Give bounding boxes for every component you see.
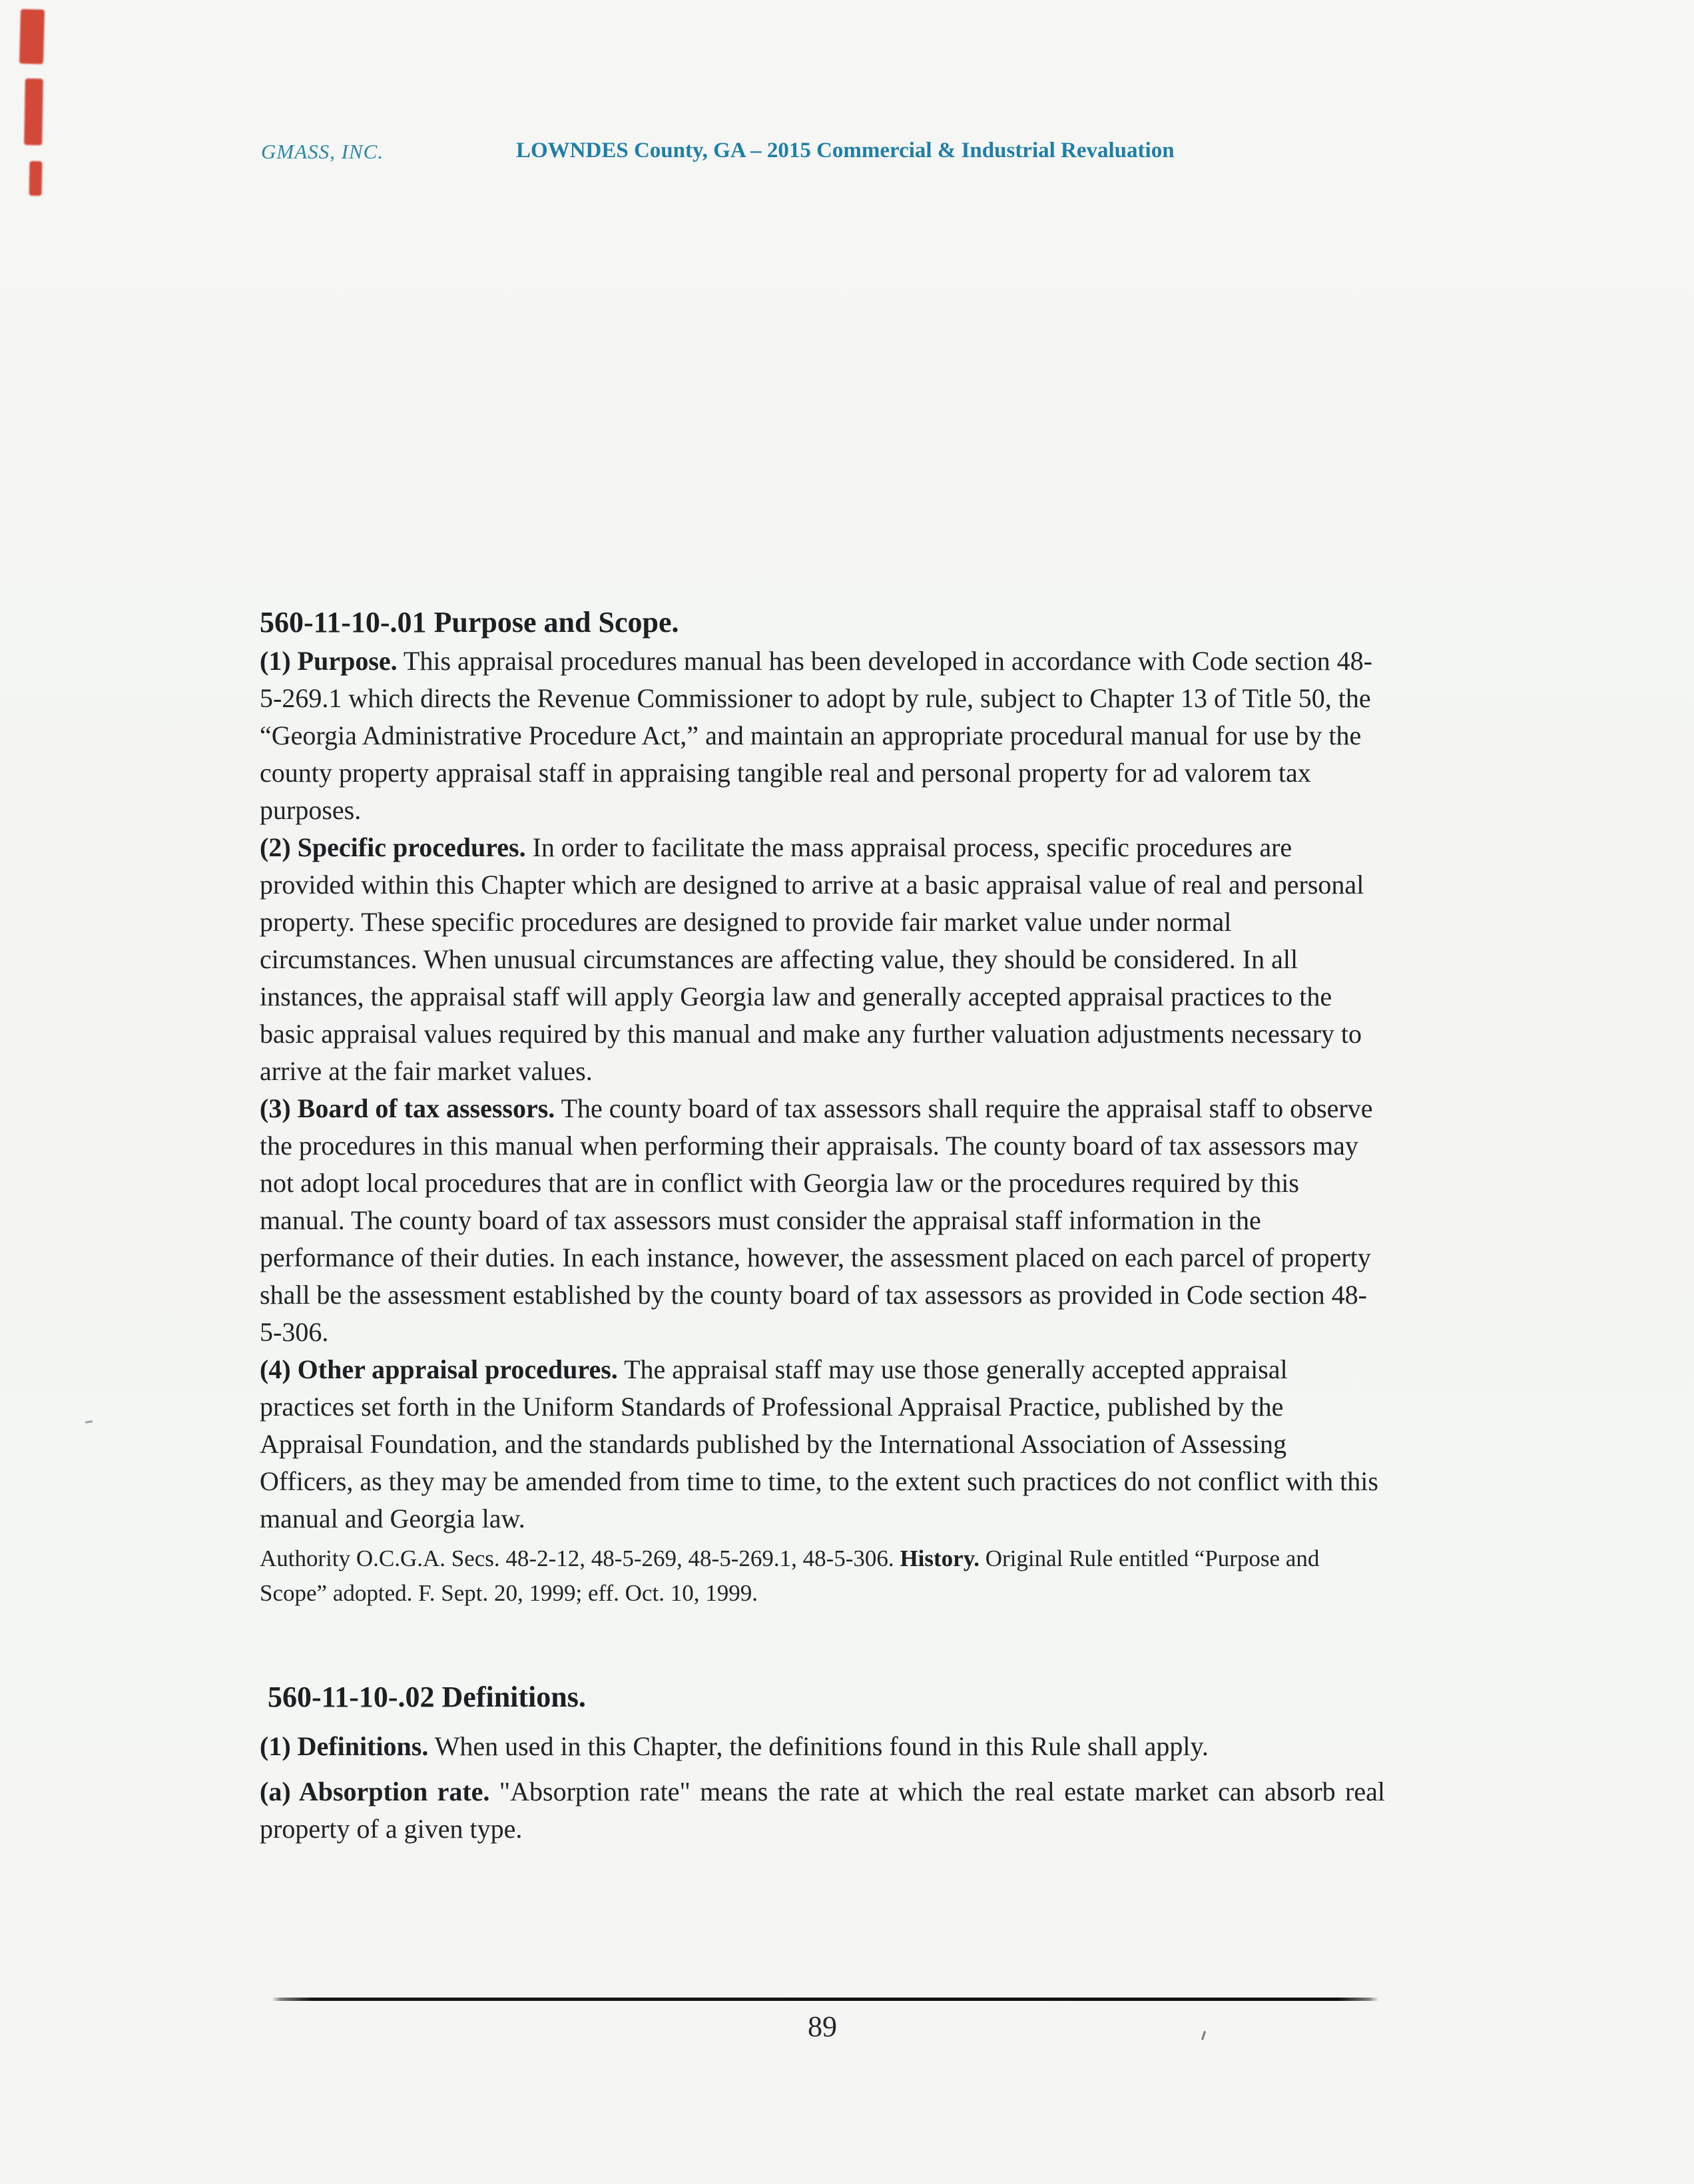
paragraph-specific-procedures-text: In order to facilitate the mass appraisal process, specific procedures are provided within this Chapter which are designed to arrive at a basic appraisal value of real and personal property. These specific procedures are designed to provide fair market value under normal circumstances. When unusual circumstances are affecting value, they should be considered. In all instances, the appraisal staff will apply Georgia law and generally accepted appraisal practices to the basic appraisal values required by this manual and make any further valuation adjustments necessary to arrive at the fair market values.: [260, 832, 1364, 1086]
paragraph-absorption-rate-text: "Absorption rate" means the rate at which the real estate market can absorb real property of a given type.: [260, 1776, 1385, 1844]
paragraph-other-appraisal-procedures: [260, 1351, 1385, 1537]
history-text: Original Rule entitled “Purpose and Scope” adopted. F. Sept. 20, 1999; eff. Oct. 10, 1999.: [260, 1545, 1320, 1606]
paragraph-board-of-tax-assessors-label: (3) Board of tax assessors.: [260, 1093, 555, 1123]
header-document-title: LOWNDES County, GA – 2015 Commercial & Industrial Revaluation: [516, 138, 1175, 162]
red-scan-artifact-3: [29, 161, 43, 196]
authority-history-note: [260, 1541, 1385, 1611]
paragraph-board-of-tax-assessors: [260, 1090, 1385, 1351]
paragraph-specific-procedures: [260, 829, 1385, 1090]
red-scan-artifact-1: [19, 9, 45, 65]
header-company-name: GMASS, INC.: [261, 140, 384, 163]
pencil-dash-artifact: [85, 1420, 93, 1424]
authority-citation: Authority O.C.G.A. Secs. 48-2-12, 48-5-269, 48-5-269.1, 48-5-306.: [260, 1545, 894, 1571]
page-number: 89: [808, 2010, 837, 2043]
paragraph-purpose-text: This appraisal procedures manual has been developed in accordance with Code section 48-5-269.1 which directs the Revenue Commissioner to adopt by rule, subject to Chapter 13 of Title 50, the “Georgia Administrative Procedure Act,” and maintain an appropriate procedural manual for use by the county property appraisal staff in appraising tangible real and personal property for ad valorem tax purposes.: [260, 646, 1372, 825]
section-heading-definitions: 560-11-10-.02 Definitions.: [268, 1681, 586, 1713]
paragraph-definitions-intro-label: (1) Definitions.: [260, 1731, 429, 1761]
document-body: [260, 603, 1385, 1848]
footer-divider-rule: [272, 1998, 1378, 2001]
paragraph-board-of-tax-assessors-text: The county board of tax assessors shall require the appraisal staff to observe the procedures in this manual when performing their appraisals. The county board of tax assessors may not adopt local procedures that are in conflict with Georgia law or the procedures required by this manual. The county board of tax assessors must consider the appraisal staff information in the performance of their duties. In each instance, however, the assessment placed on each parcel of property shall be the assessment established by the county board of tax assessors as provided in Code section 48-5-306.: [260, 1093, 1373, 1347]
paragraph-absorption-rate-label: (a) Absorption rate.: [260, 1776, 490, 1806]
paragraph-absorption-rate: [260, 1773, 1385, 1848]
paragraph-purpose: [260, 643, 1385, 829]
section-heading-purpose-and-scope: 560-11-10-.01 Purpose and Scope.: [260, 606, 679, 639]
history-label: History.: [900, 1545, 980, 1571]
paragraph-definitions-intro-text: When used in this Chapter, the definitions found in this Rule shall apply.: [434, 1731, 1209, 1761]
red-scan-artifact-2: [24, 79, 43, 145]
paragraph-purpose-label: (1) Purpose.: [260, 646, 398, 676]
paragraph-definitions-intro: [260, 1728, 1385, 1765]
paragraph-other-appraisal-procedures-text: The appraisal staff may use those generally accepted appraisal practices set forth in the Uniform Standards of Professional Appraisal Practice, published by the Appraisal Foundation, and the standards published by the International Association of Assessing Officers, as they may be amended from time to time, to the extent such practices do not conflict with this manual and Georgia law.: [260, 1354, 1378, 1533]
paragraph-specific-procedures-label: (2) Specific procedures.: [260, 832, 526, 862]
paragraph-other-appraisal-procedures-label: (4) Other appraisal procedures.: [260, 1354, 618, 1384]
